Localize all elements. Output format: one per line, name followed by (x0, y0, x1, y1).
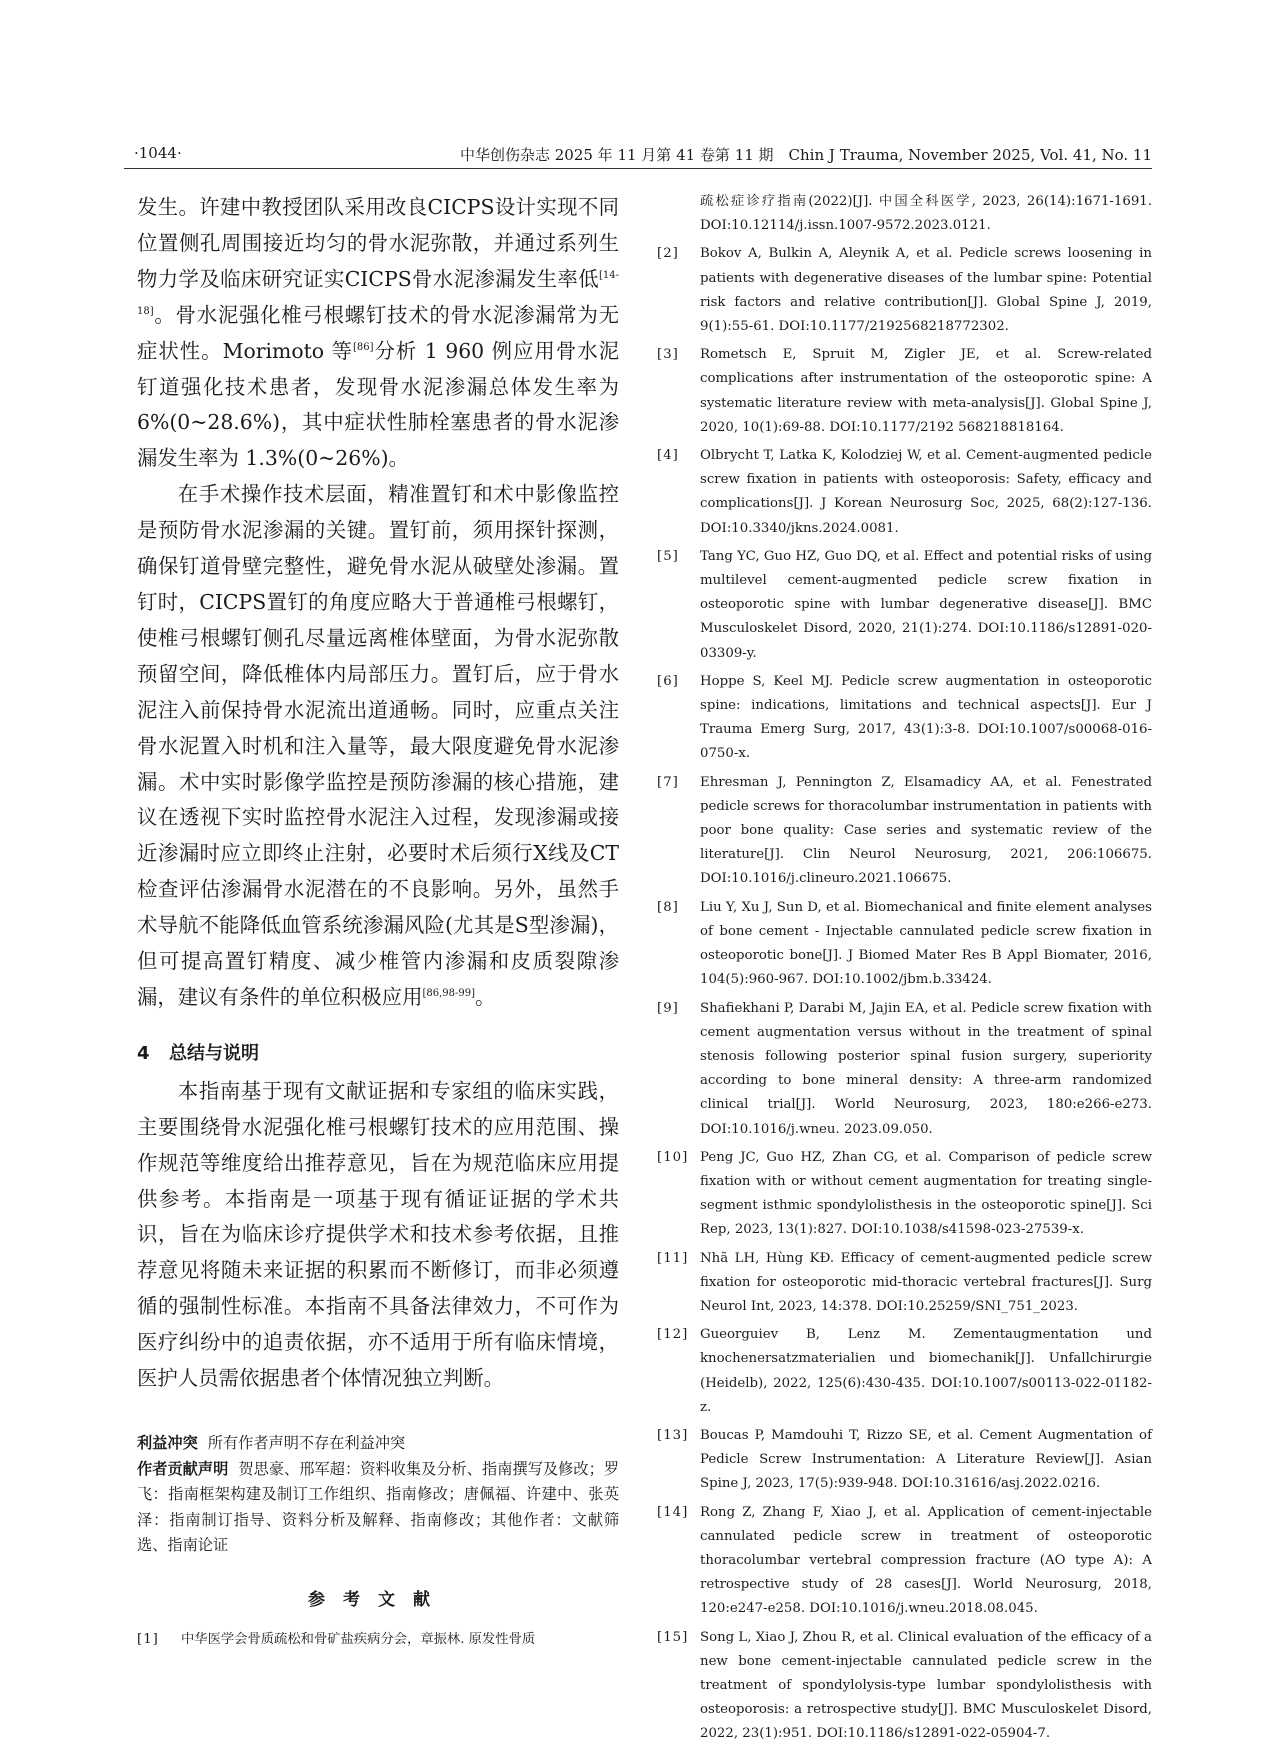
paragraph-text: 。骨水泥强化椎弓根螺钉技术的骨水泥渗漏常为无症状性。Morimoto 等 (137, 302, 619, 363)
conflict-of-interest-statement (137, 1431, 619, 1457)
reference-item (657, 771, 1152, 892)
statements-block (137, 1431, 619, 1559)
reference-item (657, 1626, 1152, 1747)
section-heading-summary (137, 1042, 619, 1066)
reference-item (657, 1323, 1152, 1420)
reference-number: [9] (657, 1000, 679, 1016)
contribution-label: 作者贡献声明 (137, 1459, 229, 1478)
reference-text: Tang YC, Guo HZ, Guo DQ, et al. Effect and potential risks of using multilevel cement-augmented pedicle screw fixation in osteoporotic spine with lumbar degenerative disease[J]. BMC Musculoskelet Disord, 2020, 21(1):274. DOI:10.1186/s12891-020-03309-y. (700, 548, 1152, 661)
reference-text: 疏松症诊疗指南(2022)[J]. 中国全科医学, 2023, 26(14):1671-1691. DOI:10.12114/j.issn.1007-9572.2023.0121. (700, 194, 1152, 234)
reference-number: [5] (657, 548, 679, 564)
reference-text: Rong Z, Zhang F, Xiao J, et al. Application of cement-injectable cannulated pedicle screw in treatment of osteoporotic thoracolumbar vertebral compression fracture (AO type A): A retrospective study of 28 cases[J]. World Neurosurg, 2018, 120:e247-e258. DOI:10.1016/j.wneu.2018.08.045. (700, 1504, 1152, 1617)
reference-item (657, 1247, 1152, 1320)
reference-item (657, 997, 1152, 1142)
reference-number: [10] (657, 1149, 689, 1165)
conflict-label: 利益冲突 (137, 1434, 198, 1452)
reference-text: Peng JC, Guo HZ, Zhan CG, et al. Comparison of pedicle screw fixation with or without cement augmentation for treating single-segment isthmic spondylolisthesis in the osteoporotic spine[J]. Sci Rep, 2023, 13(1):827. DOI:10.1038/s41598-023-27539-x. (700, 1149, 1152, 1238)
citation-superscript: [14-18] (137, 270, 619, 317)
reference-item (657, 545, 1152, 666)
right-column (657, 190, 1152, 1751)
reference-number: [4] (657, 448, 679, 464)
paragraph-cement-leakage-incidence (137, 190, 619, 477)
left-column (137, 190, 619, 1656)
reference-number: [6] (657, 673, 679, 689)
paragraph-text: 分析 1 960 例应用骨水泥钉道强化技术患者，发现骨水泥渗漏总体发生率为 6%(0~28.6%)，其中症状性肺栓塞患者的骨水泥渗漏发生率为 1.3%(0~26%)。 (137, 338, 619, 471)
reference-number: [14] (657, 1504, 689, 1520)
page-number: ·1044· (134, 144, 182, 162)
reference-text: Bokov A, Bulkin A, Aleynik A, et al. Pedicle screws loosening in patients with degenerative diseases of the lumbar spine: Potential risk factors and relative contribution[J]. Global Spine J, 2019, 9(1):55-61. DOI:10.1177/2192568218772302. (700, 246, 1152, 335)
reference-number: [11] (657, 1250, 689, 1266)
reference-number: [8] (657, 899, 679, 915)
reference-text: Liu Y, Xu J, Sun D, et al. Biomechanical and finite element analyses of bone cement - Injectable cannulated pedicle screw fixation in osteoporotic bone[J]. J Biomed Mater Res B Appl Biomater, 2016, 104(5):960-967. DOI:10.1002/jbm.b.33424. (700, 899, 1152, 988)
reference-text: Nhã LH, Hùng KĐ. Efficacy of cement-augmented pedicle screw fixation for osteoporotic mid-thoracic vertebral fractures[J]. Surg Neurol Int, 2023, 14:378. DOI:10.25259/SNI_751_2023. (700, 1250, 1152, 1314)
header-rule (124, 168, 1152, 169)
reference-item (657, 1424, 1152, 1497)
running-header (124, 140, 1152, 168)
reference-item (657, 444, 1152, 541)
reference-text: Gueorguiev B, Lenz M. Zementaugmentation und knochenersatzmaterialien und biomechanik[J]. Unfallchirurgie (Heidelb), 2022, 125(6):430-435. DOI:10.1007/s00113-022-01182-z. (700, 1327, 1152, 1415)
section-title: 总结与说明 (169, 1042, 259, 1064)
paragraph-text: 发生。许建中教授团队采用改良CICPS设计实现不同位置侧孔周围接近均匀的骨水泥弥散，并通过系列生物力学及临床研究证实CICPS骨水泥渗漏发生率低 (137, 195, 619, 291)
references-heading: 参考文献 (308, 1589, 448, 1610)
reference-text: Rometsch E, Spruit M, Zigler JE, et al. Screw-related complications after instrumentation of the osteoporotic spine: A systematic literature review with meta-analysis[J]. Global Spine J, 2020, 10(1):69-88. DOI:10.1177/2192 568218818164. (700, 347, 1152, 435)
citation-superscript: [86,98-99] (422, 988, 476, 1000)
paragraph-surgical-technique (137, 477, 619, 1016)
conflict-text: 所有作者声明不存在利益冲突 (207, 1434, 406, 1452)
reference-item (137, 1628, 619, 1652)
author-contribution-statement (137, 1457, 619, 1559)
reference-number: [13] (657, 1427, 689, 1443)
reference-item (657, 190, 1152, 238)
paragraph-summary: 本指南基于现有文献证据和专家组的临床实践，主要围绕骨水泥强化椎弓根螺钉技术的应用范围、操作规范等维度给出推荐意见，旨在为规范临床应用提供参考。本指南是一项基于现有循证证据的学术共识，旨在为临床诊疗提供学术和技术参考依据，且推荐意见将随未来证据的积累而不断修订，而非必须遵循的强制性标准。本指南不具备法律效力，不可作为医疗纠纷中的追责依据，亦不适用于所有临床情境，医护人员需依据患者个体情况独立判断。 (137, 1078, 619, 1391)
reference-number: [1] (137, 1631, 159, 1647)
journal-citation-line: 中华创伤杂志 2025 年 11 月第 41 卷第 11 期 Chin J Trauma, November 2025, Vol. 41, No. 11 (459, 146, 1152, 164)
reference-text: Hoppe S, Keel MJ. Pedicle screw augmentation in osteoporotic spine: indications, limitations and technical aspects[J]. Eur J Trauma Emerg Surg, 2017, 43(1):3-8. DOI:10.1007/s00068-016-0750-x. (700, 673, 1152, 762)
reference-text: Ehresman J, Pennington Z, Elsamadicy AA, et al. Fenestrated pedicle screws for thoracolumbar instrumentation in patients with poor bone quality: Case series and systematic review of the literature[J]. Clin Neurol Neurosurg, 2021, 206:106675. DOI:10.1016/j.clineuro.2021.106675. (700, 774, 1152, 887)
reference-text: Song L, Xiao J, Zhou R, et al. Clinical evaluation of the efficacy of a new bone cement-injectable cannulated pedicle screw in the treatment of spondylolysis-type lumbar spondylolisthesis with osteoporosis: a retrospective study[J]. BMC Musculoskelet Disord, 2022, 23(1):951. DOI:10.1186/s12891-022-05904-7. (700, 1629, 1152, 1742)
section-number: 4 (137, 1042, 150, 1064)
paragraph-text: 。 (475, 984, 496, 1009)
reference-text: Boucas P, Mamdouhi T, Rizzo SE, et al. Cement Augmentation of Pedicle Screw Instrumentation: A Literature Review[J]. Asian Spine J, 2023, 17(5):939-948. DOI:10.31616/asj.2022.0216. (700, 1427, 1152, 1492)
reference-item (657, 343, 1152, 440)
reference-item (657, 896, 1152, 993)
reference-item (657, 1146, 1152, 1243)
reference-text: 中华医学会骨质疏松和骨矿盐疾病分会，章振林. 原发性骨质 (181, 1631, 536, 1647)
reference-number: [3] (657, 347, 679, 363)
reference-number: [2] (657, 246, 679, 262)
reference-number: [15] (657, 1629, 689, 1645)
paragraph-text: 在手术操作技术层面，精准置钉和术中影像监控是预防骨水泥渗漏的关键。置钉前，须用探针探测，确保钉道骨壁完整性，避免骨水泥从破壁处渗漏。置钉时，CICPS置钉的角度应略大于普通椎弓根螺钉，使椎弓根螺钉侧孔尽量远离椎体壁面，为骨水泥弥散预留空间，降低椎体内局部压力。置钉后，应于骨水泥注入前保持骨水泥流出道通畅。同时，应重点关注骨水泥置入时机和注入量等，最大限度避免骨水泥渗漏。术中实时影像学监控是预防渗漏的核心措施，建议在透视下实时监控骨水泥注入过程，发现渗漏或接近渗漏时应立即终止注射，必要时术后须行X线及CT检查评估渗漏骨水泥潜在的不良影响。另外，虽然手术导航不能降低血管系统渗漏风险(尤其是S型渗漏)，但可提高置钉精度、减少椎管内渗漏和皮质裂隙渗漏，建议有条件的单位积极应用 (137, 482, 619, 1009)
reference-item (657, 242, 1152, 339)
citation-superscript: [86] (352, 341, 374, 353)
reference-item (657, 670, 1152, 767)
reference-number: [7] (657, 774, 679, 790)
reference-number: [12] (657, 1327, 689, 1343)
reference-text: Shafiekhani P, Darabi M, Jajin EA, et al. Pedicle screw fixation with cement augmentation versus without in the treatment of spinal stenosis following posterior spinal fusion surgery, superiority according to bone mineral density: A three-arm randomized clinical trial[J]. World Neurosurg, 2023, 180:e266-e273. DOI:10.1016/j.wneu. 2023.09.050. (700, 1000, 1152, 1137)
contribution-text: 贺思豪、邢军超：资料收集及分析、指南撰写及修改；罗飞：指南框架构建及制订工作组织、指南修改；唐佩福、许建中、张英泽：指南制订指导、资料分析及解释、指南修改；其他作者：文献筛选、指南论证 (137, 1459, 620, 1555)
reference-item (657, 1501, 1152, 1622)
reference-text: Olbrycht T, Latka K, Kolodziej W, et al. Cement-augmented pedicle screw fixation in patients with osteoporosis: Safety, efficacy and complications[J]. J Korean Neurosurg Soc, 2025, 68(2):127-136. DOI:10.3340/jkns.2024.0081. (700, 448, 1152, 536)
